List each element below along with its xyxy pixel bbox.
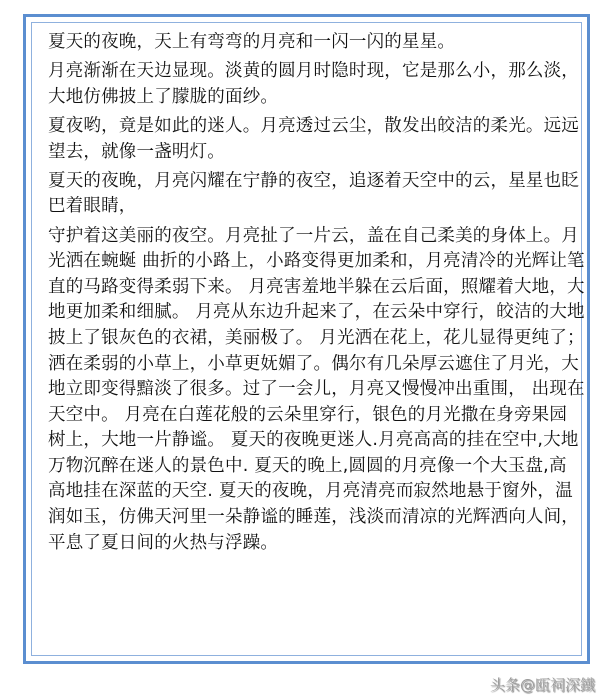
text-line: 夏天的夜晚，月亮闪耀在宁静的夜空，追逐着天空中的云，星星也眨	[48, 170, 579, 191]
text-line: 天空中。 月亮在白莲花般的云朵里穿行，银色的月光撒在身旁果园	[48, 404, 568, 425]
text-line: 巴着眼睛，	[48, 196, 137, 217]
text-line: 大地仿佛披上了朦胧的面纱。	[48, 86, 279, 107]
text-line: 地更加柔和细腻。 月亮从东边升起来了，在云朵中穿行，皎洁的大地	[48, 302, 585, 323]
paragraph-2	[48, 59, 579, 110]
text-line: 直的马路变得柔弱下来。 月亮害羞地半躲在云后面，照耀着大地，大	[48, 276, 585, 297]
text-line: 平息了夏日间的火热与浮躁。	[48, 532, 279, 553]
text-line: 树上，大地一片静谧。 夏天的夜晚更迷人.月亮高高的挂在空中,大地	[48, 430, 579, 451]
text-line: 洒在柔弱的小草上，小草更妩媚了。偶尔有几朵厚云遮住了月光，大	[48, 353, 579, 374]
text-line: 夏天的夜晚，天上有弯弯的月亮和一闪一闪的星星。	[48, 32, 456, 52]
paragraph-1	[48, 30, 570, 56]
text-line: 望去，就像一盏明灯。	[48, 141, 225, 162]
paragraph-3	[48, 114, 579, 165]
text-line: 润如玉，仿佛天河里一朵静谧的睡莲，浅淡而清凉的光辉洒向人间，	[48, 507, 579, 528]
watermark: 头条@瓯祠深鐵	[489, 676, 595, 694]
text-line: 高地挂在深蓝的天空. 夏天的夜晚，月亮清亮而寂然地悬于窗外，温	[48, 481, 573, 502]
paragraph-4	[48, 169, 579, 220]
text-line: 守护着这美丽的夜空。月亮扯了一片云，盖在自己柔美的身体上。月	[48, 225, 579, 246]
text-line: 披上了银灰色的衣裙，美丽极了。 月光洒在花上，花儿显得更纯了；	[48, 327, 585, 348]
text-line: 万物沉醉在迷人的景色中. 夏天的晚上,圆圆的月亮像一个大玉盘,高	[48, 455, 567, 476]
text-line: 地立即变得黯淡了很多。过了一会儿，月亮又慢慢冲出重围， 出现在	[48, 379, 585, 400]
text-line: 夏夜哟，竟是如此的迷人。月亮透过云尘，散发出皎洁的柔光。远远	[48, 115, 579, 136]
document-body	[48, 30, 585, 560]
text-line: 光洒在蜿蜒 曲折的小路上，小路变得更加柔和，月亮清冷的光辉让笔	[48, 251, 585, 272]
text-line: 月亮渐渐在天边显现。淡黄的圆月时隐时现，它是那么小，那么淡，	[48, 61, 579, 82]
paragraph-5	[48, 224, 585, 557]
